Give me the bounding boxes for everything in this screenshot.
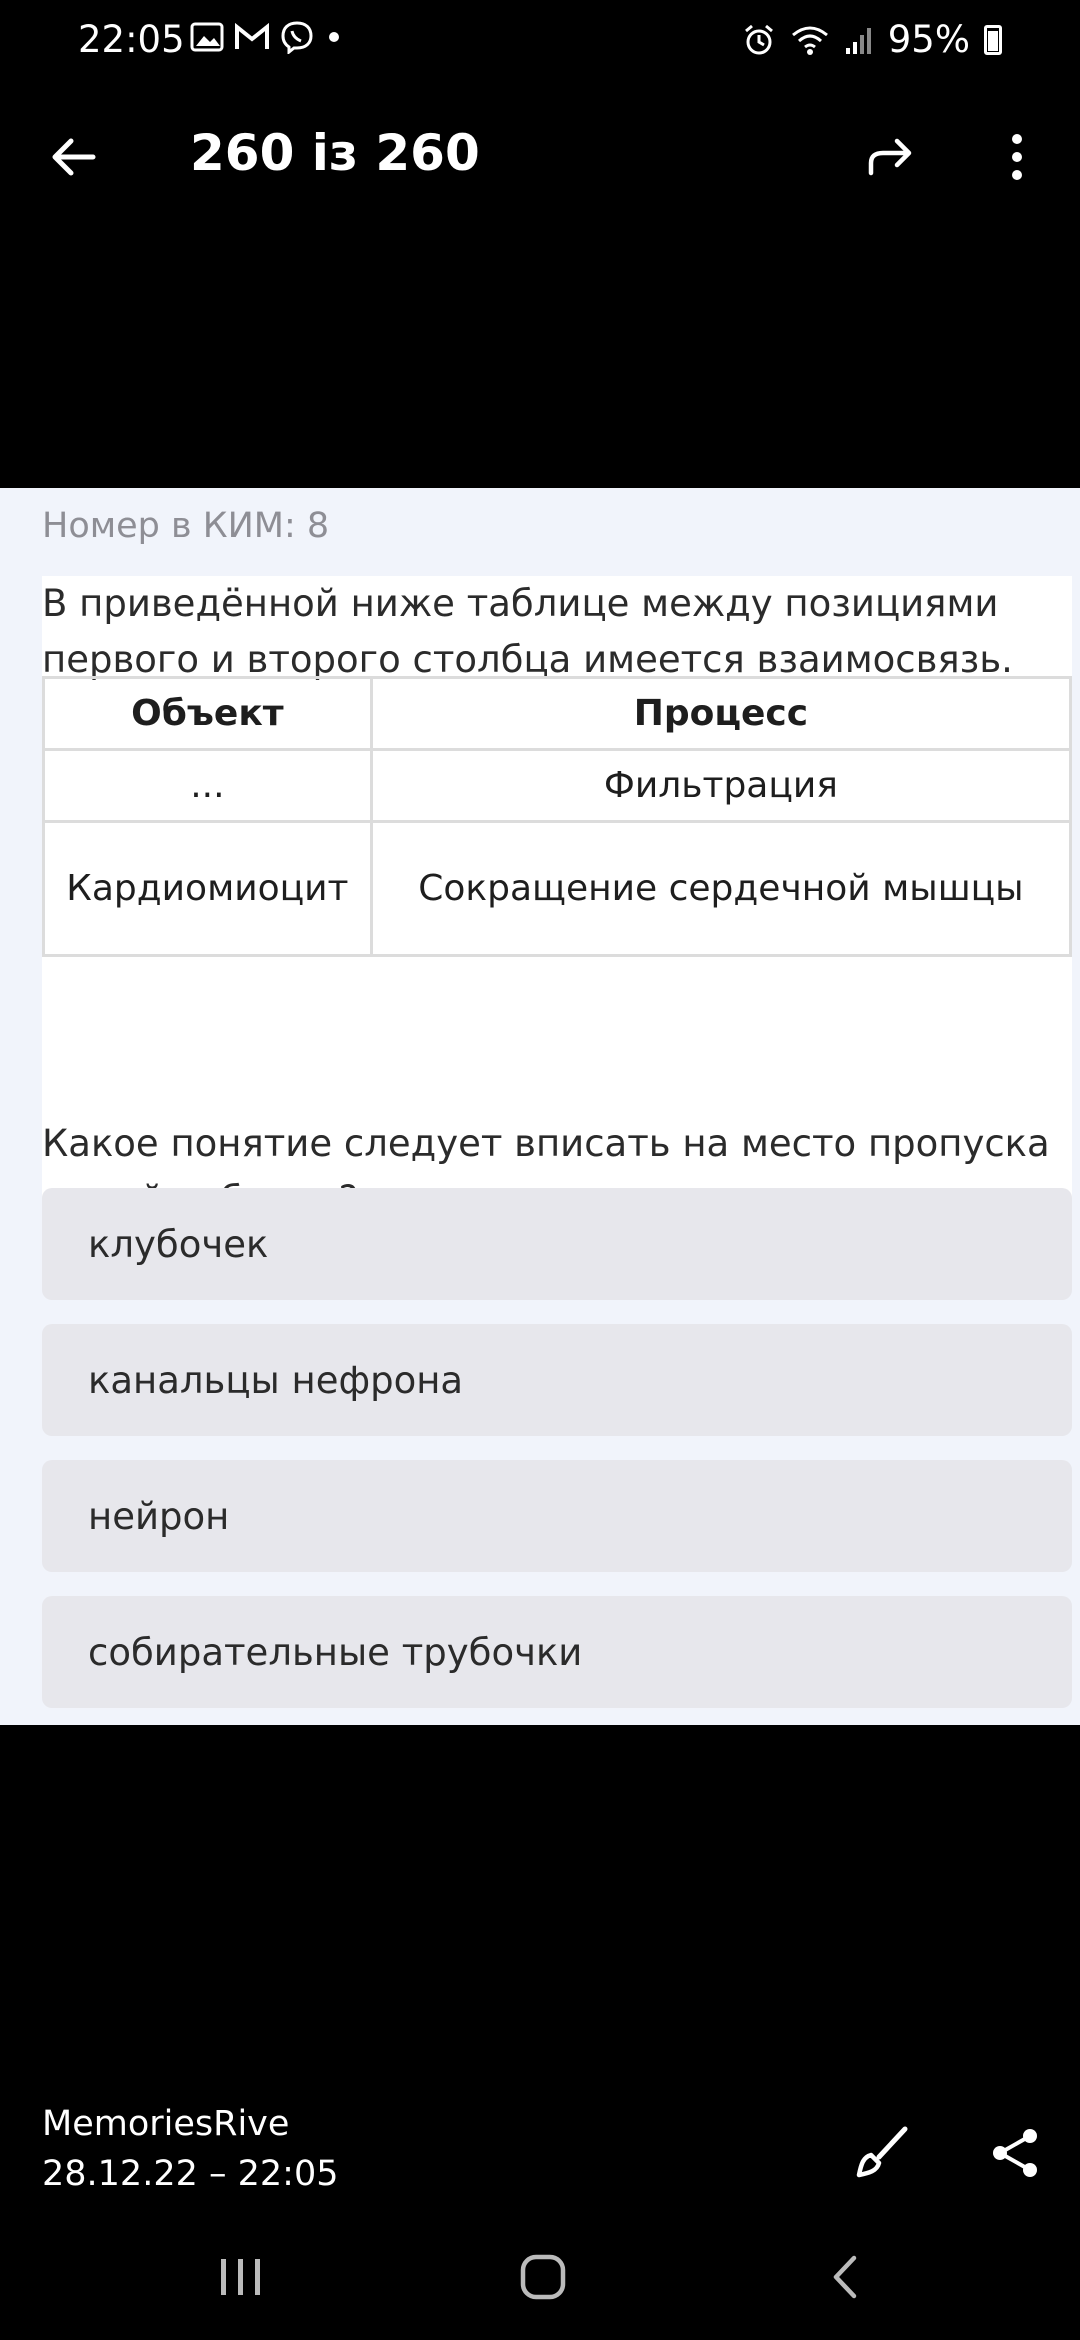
gmail-icon (234, 22, 270, 52)
page-title: 260 із 260 (190, 124, 480, 182)
question-prompt: Какое понятие следует вписать на место пропуска (42, 1116, 1072, 1236)
nav-back-button[interactable] (800, 2232, 890, 2322)
table-header-cell: Процесс (371, 678, 1070, 750)
chevron-left-icon (830, 2254, 860, 2300)
table-header-row (44, 678, 1071, 750)
answer-option[interactable]: нейрон (42, 1460, 1072, 1572)
back-button[interactable] (28, 112, 118, 202)
table-cell: Кардиомиоцит (44, 822, 372, 956)
signal-icon (844, 24, 874, 56)
answer-option[interactable]: собирательные трубочки (42, 1596, 1072, 1708)
viber-icon (280, 20, 314, 54)
forward-button[interactable] (846, 112, 936, 202)
battery-icon (984, 25, 1002, 55)
dot-icon (324, 27, 344, 47)
table-cell: Сокращение сердечной мышцы (371, 822, 1070, 956)
status-bar (0, 0, 1080, 84)
answer-option[interactable]: клубочек (42, 1188, 1072, 1300)
table-row (44, 822, 1071, 956)
answer-option[interactable]: канальцы нефрона (42, 1324, 1072, 1436)
battery-percent: 95% (887, 18, 970, 61)
kim-number: Номер в КИМ: 8 (42, 506, 330, 546)
share-icon (990, 2127, 1040, 2179)
table-row (44, 750, 1071, 822)
home-icon (519, 2253, 567, 2301)
alarm-icon (742, 23, 776, 57)
table-cell: Фильтрация (371, 750, 1070, 822)
image-icon (190, 22, 224, 52)
nav-home-button[interactable] (498, 2232, 588, 2322)
forward-icon (867, 137, 915, 177)
more-vertical-icon (1010, 133, 1024, 181)
question-card (0, 488, 1080, 1725)
wifi-icon (790, 24, 830, 56)
question-intro: В приведённой ниже таблице между позициями первого и второго столбца имеется взаимосвязь. (42, 582, 1013, 681)
answer-options (42, 1188, 1072, 1732)
brush-icon (851, 2123, 911, 2183)
relation-table (42, 676, 1072, 957)
arrow-left-icon (49, 137, 97, 177)
timestamp: 28.12.22 – 22:05 (42, 2154, 339, 2194)
more-options-button[interactable] (972, 112, 1062, 202)
table-cell: ... (44, 750, 372, 822)
table-header-cell: Объект (44, 678, 372, 750)
system-icons (742, 18, 1002, 61)
share-button[interactable] (970, 2108, 1060, 2198)
edit-button[interactable] (836, 2108, 926, 2198)
status-time: 22:05 (78, 18, 185, 61)
question-box (42, 576, 1072, 1165)
recents-icon (218, 2257, 264, 2297)
notification-icons (190, 20, 344, 54)
author-name: MemoriesRive (42, 2104, 290, 2144)
nav-recents-button[interactable] (196, 2232, 286, 2322)
